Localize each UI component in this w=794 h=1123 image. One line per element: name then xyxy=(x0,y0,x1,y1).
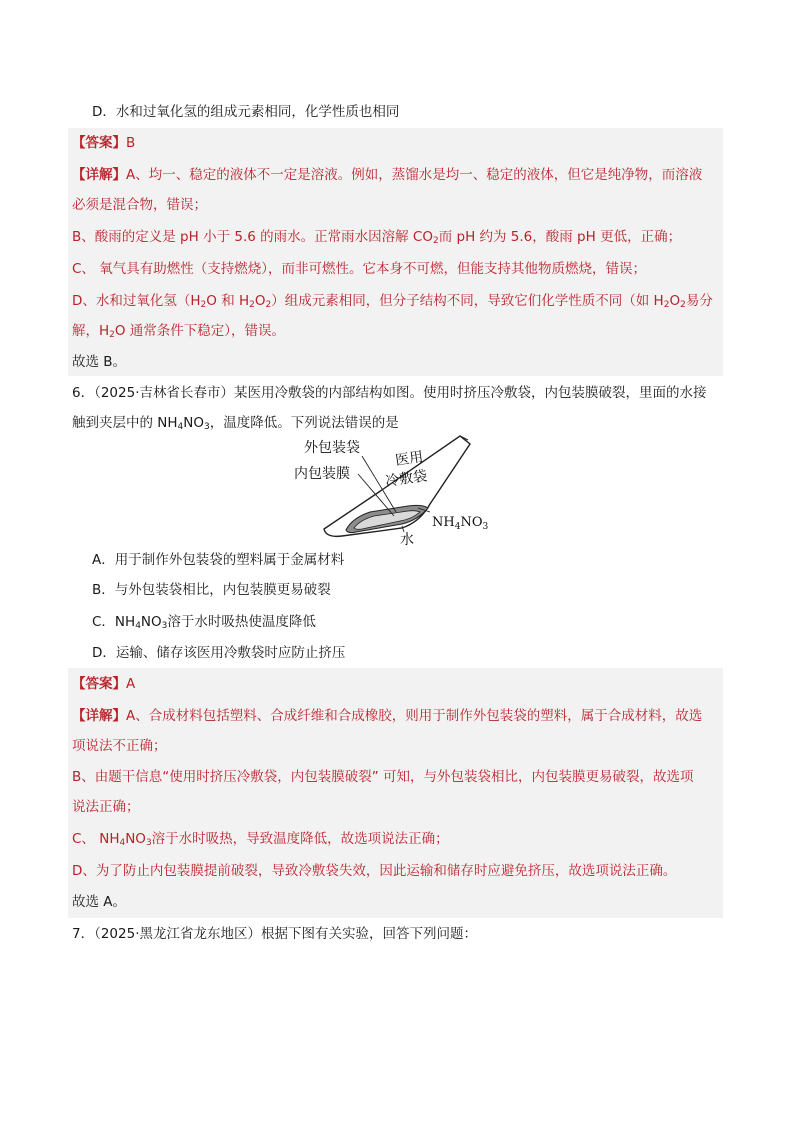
q6-option-b: B．与外包装袋相比，内包装膜更易破裂 xyxy=(92,582,331,598)
inner-film-label: 内包装膜 xyxy=(294,466,350,482)
q5-conclusion: 故选 B。 xyxy=(72,354,127,370)
q6-detail-b2: 说法正确； xyxy=(72,799,140,815)
q6-option-a: A．用于制作外包装袋的塑料属于金属材料 xyxy=(92,552,345,568)
bag-text-1: 医用 xyxy=(394,449,425,469)
nh4no3-label: $NH_4NO_3$ xyxy=(432,515,489,532)
answer-label: 【答案】 xyxy=(72,676,126,692)
q5-detail-a2: 必须是混合物，错误； xyxy=(72,197,207,213)
cold-pack-diagram xyxy=(290,434,505,546)
q6-conclusion: 故选 A。 xyxy=(72,894,127,910)
q6-detail-c: C、 $NH_4NO_3$溶于水时吸热，导致温度降低，故选项说法正确； xyxy=(72,831,449,848)
q6-detail-b1: B、由题干信息“使用时挤压冷敷袋，内包装膜破裂” 可知，与外包装袋相比，内包装膜更易破裂，故选项 xyxy=(72,769,694,785)
q6-detail-d: D、为了防止内包装膜提前破裂，导致冷敷袋失效，因此运输和储存时应避免挤压，故选项说法正确。 xyxy=(72,863,677,879)
q7-stem: 7．（2025·黑龙江省龙东地区）根据下图有关实验，回答下列问题： xyxy=(72,926,477,942)
q6-stem-line1: 6．（2025·吉林省长春市）某医用冷敷袋的内部结构如图。使用时挤压冷敷袋，内包装膜破裂，里面的水接 xyxy=(72,385,707,401)
q6-option-d: D．运输、储存该医用冷敷袋时应防止挤压 xyxy=(92,645,346,661)
q5-detail-d2: 解，$H_2O$ 通常条件下稳定），错误。 xyxy=(72,323,286,340)
outer-bag-label: 外包装袋 xyxy=(304,440,360,456)
answer-label: 【答案】 xyxy=(72,135,126,151)
answer-value: A xyxy=(126,676,136,692)
q6-answer xyxy=(72,674,135,694)
q5-detail-d1: D、水和过氧化氢（$H_2O$ 和 $H_2O_2$）组成元素相同，但分子结构不同，导致它们化学性质不同（如 $H_2O_2$易分 xyxy=(72,293,713,310)
q5-answer xyxy=(72,133,135,153)
q6-detail-a2: 项说法不正确； xyxy=(72,738,167,754)
q5-option-d: D．水和过氧化氢的组成元素相同，化学性质也相同 xyxy=(92,104,400,120)
detail-label: 【详解】 xyxy=(72,708,126,724)
detail-label: 【详解】 xyxy=(72,167,126,183)
cold-pack-svg xyxy=(290,434,505,546)
answer-value: B xyxy=(126,135,136,151)
q6-option-c: C．$NH_4NO_3$溶于水时吸热使温度降低 xyxy=(92,614,316,631)
water-label: 水 xyxy=(400,532,414,546)
q5-detail-b: B、酸雨的定义是 pH 小于 5.6 的雨水。正常雨水因溶解 $CO_2$而 pH 约为 5.6，酸雨 pH 更低，正确； xyxy=(72,229,682,246)
q6-detail-a1: 【详解】A、合成材料包括塑料、合成纤维和合成橡胶，则用于制作外包装袋的塑料，属于合成材料，故选 xyxy=(72,708,703,724)
q5-detail-a1: 【详解】A、均一、稳定的液体不一定是溶液。例如，蒸馏水是均一、稳定的液体，但它是纯净物，而溶液 xyxy=(72,167,703,183)
q6-stem-line2: 触到夹层中的 $NH_4NO_3$，温度降低。下列说法错误的是 xyxy=(72,415,399,432)
q5-detail-c: C、 氧气具有助燃性（支持燃烧），而非可燃性。它本身不可燃，但能支持其他物质燃烧，错误； xyxy=(72,261,646,277)
bag-text-2: 冷敷袋 xyxy=(384,468,429,490)
